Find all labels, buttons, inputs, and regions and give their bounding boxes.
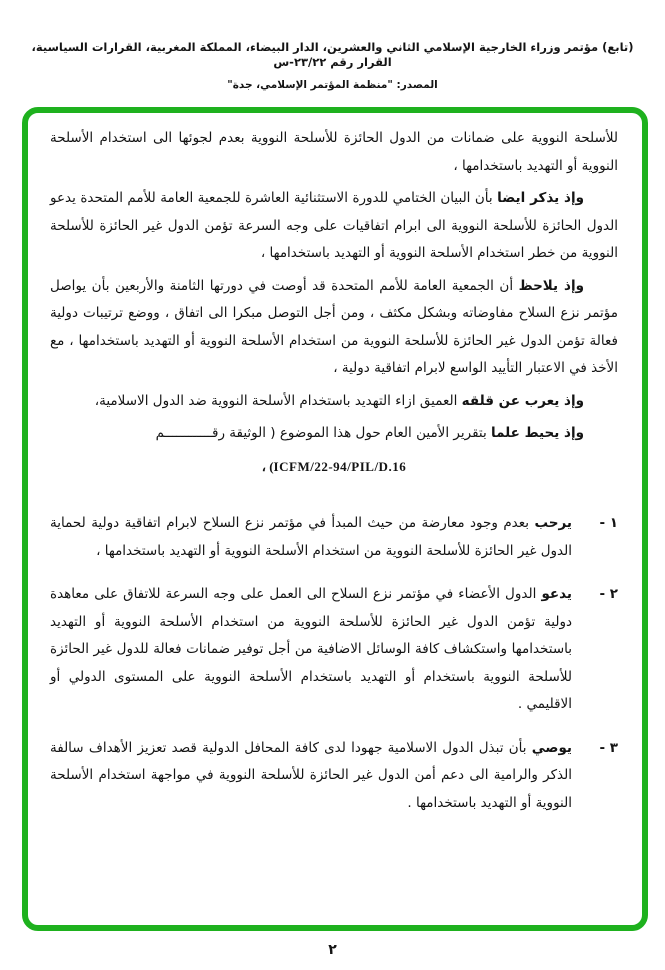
preamble-paragraph: [50, 388, 618, 416]
paragraph-text: أن الجمعية العامة للأمم المتحدة قد أوصت في دورتها الثامنة والأربعين بأن يواصل مؤتمر نزع السلاح مفاوضاته وبشكل مكثف ، ومن أجل التوصل مبكرا الى اتفاق ، ووضع ترتيبات دولية فعالة تؤمن الدول غير الحائزة للأسلحة النووية من استخدام الأسلحة النووية أو التهديد باستخدامها ، مع الأخذ في الاعتبار التأييد الواسع لابرام اتفاقية دولية ،: [50, 277, 618, 376]
item-lead: يرحب: [534, 515, 572, 531]
item-lead: يوصي: [531, 739, 572, 756]
item-text: بأن تبذل الدول الاسلامية جهودا لدى كافة المحافل الدولية قصد تعزيز الأهداف سالفة الذكر والرامية الى دعم أمن الدول غير الحائزة للأسلحة النووية في مواجهة استخدام الأسلحة النووية أو التهديد باستخدامها .: [50, 739, 572, 811]
item-lead: يدعو: [541, 586, 572, 602]
list-item: [50, 735, 618, 818]
item-text-block: [50, 735, 572, 818]
item-number: ١ -: [599, 515, 618, 531]
document-header: [14, 40, 651, 91]
item-text: الدول الأعضاء في مؤتمر نزع السلاح الى العمل على وجه السرعة للاتفاق على معاهدة دولية تؤمن الدول غير الحائزة للأسلحة النووية من استخدام الأسلحة النووية أو التهديد باستخدامها واستكشاف كافة الوسائل الاضافية من أجل توفير ضمانات فعالة للدول غير الحائزة للأسلحة النووية باستخدام أو التهديد باستخدام الأسلحة النووية على المستوى الدولي أو الاقليمي .: [50, 586, 572, 712]
header-source-line: المصدر: "منظمة المؤتمر الإسلامي، جدة": [227, 79, 438, 91]
preamble-paragraph: [50, 420, 618, 448]
resolution-body: [50, 125, 618, 817]
header-title-line: (تابع) مؤتمر وزراء الخارجية الإسلامي الثاني والعشرين، الدار البيضاء، المملكة المغربية، القرارات السياسية، القرار رقم ٢٣/٢٢-س: [31, 40, 634, 69]
list-item: [50, 581, 618, 719]
item-number: ٢ -: [599, 586, 618, 602]
list-item: [50, 510, 618, 565]
paragraph-text: العميق ازاء التهديد باستخدام الأسلحة النووية ضد الدول الاسلامية،: [94, 392, 458, 409]
item-text-block: [50, 510, 572, 565]
paragraph-lead: وإذ يعرب عن قلقه: [461, 392, 584, 409]
paragraph-text: للأسلحة النووية على ضمانات من الدول الحائزة للأسلحة النووية بعدم لجوئها الى استخدام الأسلحة النووية أو التهديد باستخدامها ،: [50, 130, 618, 174]
page-number: ٢: [328, 942, 337, 958]
preamble-paragraph-continuation: [50, 125, 618, 180]
green-border-box: [22, 107, 648, 931]
item-text: بعدم وجود معارضة من حيث المبدأ في مؤتمر نزع السلاح لابرام اتفاقية دولية لحماية الدول غير الحائزة للأسلحة النووية من استخدام الأسلحة النووية أو التهديد باستخدامها ،: [50, 515, 572, 559]
preamble-paragraph: [50, 273, 618, 383]
paragraph-text: بتقرير الأمين العام حول هذا الموضوع ( الوثيقة رقــــــــــــم: [155, 425, 487, 441]
paragraph-lead: وإذ يلاحظ: [518, 277, 585, 294]
paragraph-lead: وإذ يحيط علما: [491, 425, 584, 441]
item-number: ٣ -: [599, 739, 618, 756]
item-text-block: [50, 581, 572, 719]
preamble-paragraph: [50, 185, 618, 268]
paragraph-lead: وإذ يذكر ايضا: [497, 190, 585, 206]
paragraph-text: بأن البيان الختامي للدورة الاستثنائية العاشرة للجمعية العامة للأمم المتحدة يدعو الدول الحائزة للأسلحة النووية الى ابرام اتفاقيات على وجه السرعة تؤمن الدول غير الحائزة للأسلحة النووية من خطر استخدام الأسلحة النووية أو التهديد باستخدامها ،: [50, 190, 618, 261]
operative-paragraph-list: [50, 510, 618, 817]
document-reference: ، (ICFM/22-94/PIL/D.16: [261, 458, 407, 474]
